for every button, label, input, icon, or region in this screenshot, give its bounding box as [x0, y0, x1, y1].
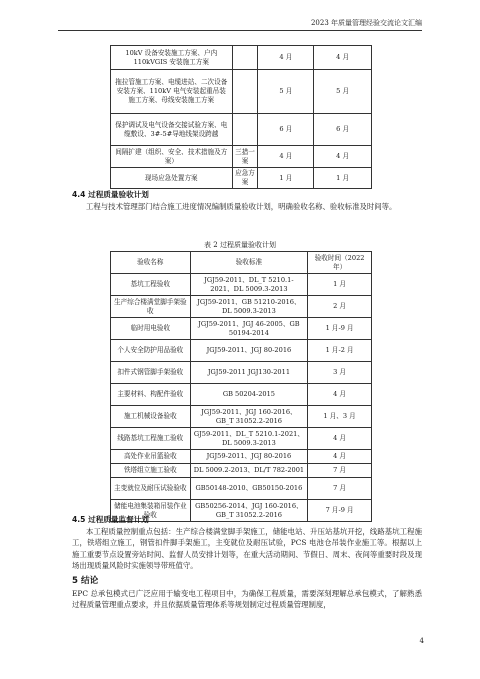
- acceptance-time-cell: 2 月: [308, 296, 372, 318]
- plan-month-cell: 5 月: [314, 70, 372, 114]
- table-row: [111, 340, 372, 362]
- section-5-body: EPC 总承包模式已广泛应用于输变电工程项目中，为确保工程质量，需要深刻理解总承包模式，了解熟悉过程质量管理重点要求，并且依据质量管理体系等规划制定过程质量管理制度，: [72, 589, 422, 610]
- plan-type-cell: 三措一案: [232, 146, 258, 168]
- acceptance-name-cell: 铁塔组立施工验收: [111, 464, 191, 478]
- acceptance-time-cell: 4 月: [308, 428, 372, 450]
- acceptance-name-cell: 临时用电验收: [111, 318, 191, 340]
- plan-type-cell: [232, 114, 258, 146]
- acceptance-standard-cell: GB50148-2010、GB50150-2016: [190, 478, 308, 500]
- table-header-row: [111, 252, 372, 274]
- section-4-5-body: 本工程质量控制重点包括：生产综合楼满堂脚手架施工，储能电站、升压站基坑开挖，线路基坑工程施工，铁塔组立施工，钢管扣件脚手架施工，主变就位及耐压试验，PCS 电池仓吊装作业施工等。根据以上施工重要节点设置旁站时间、监督人员安排计划等，在重大活动期间、节假日、周末、夜间等重要时段及现场出现质量风险时实施领导带班值守。: [72, 527, 422, 571]
- plan-task-cell: 间隔扩建（组织、安全、技术措施及方案）: [111, 146, 233, 168]
- table-row: [111, 296, 372, 318]
- table-row: [111, 168, 372, 188]
- table-2-caption: 表 2 过程质量验收计划: [204, 241, 276, 249]
- acceptance-name-cell: 主要材料、构配件验收: [111, 384, 191, 406]
- plan-task-cell: 保护调试及电气设备交接试验方案、电缆敷设、3#-5#导地线架设跨越: [111, 114, 233, 146]
- acceptance-standard-cell: GB 50204-2015: [190, 384, 308, 406]
- page-number: 4: [419, 637, 424, 645]
- acceptance-name-cell: 施工机械设备验收: [111, 406, 191, 428]
- acceptance-standard-cell: DL 5009.2-2013、DL/T 782-2001: [190, 464, 308, 478]
- acceptance-name-cell: 线路基坑工程施工验收: [111, 428, 191, 450]
- table-row: [111, 46, 372, 70]
- section-4-4-title: 4.4 过程质量验收计划: [72, 190, 149, 199]
- table-row: [111, 146, 372, 168]
- section-4-4-body: 工程与技术管理部门结合施工进度情况编制质量验收计划，明确验收名称、验收标准及时间等。: [86, 202, 397, 211]
- acceptance-standard-cell: JGJ59-2011、JGJ 80-2016: [190, 340, 308, 362]
- acceptance-name-cell: 基坑工程验收: [111, 274, 191, 296]
- plan-month-cell: 4 月: [314, 146, 372, 168]
- plan-task-cell: 拖拉管施工方案、电缆进站、二次设备安装方案、110kV 电气安装起重吊装施工方案、母线安装施工方案: [111, 70, 233, 114]
- table-row: [111, 464, 372, 478]
- plan-type-cell: [232, 46, 258, 70]
- acceptance-time-cell: 7 月-9 月: [308, 500, 372, 522]
- column-header: 验收时间（2022 年）: [308, 252, 372, 274]
- acceptance-time-cell: 1 月、3 月: [308, 406, 372, 428]
- plan-month-cell: 6 月: [258, 114, 314, 146]
- acceptance-name-cell: 储能电池集装箱吊装作业验收: [111, 500, 191, 522]
- plan-month-cell: 1 月: [314, 168, 372, 188]
- table-row: [111, 318, 372, 340]
- plan-month-cell: 4 月: [258, 46, 314, 70]
- acceptance-standard-cell: JGJ59-2011、DL_T 5210.1-2021、DL 5009.3-2013: [190, 274, 308, 296]
- acceptance-standard-cell: JGJ59-2011、JGJ 160-2016、GB_T 31052.2-2016: [190, 406, 308, 428]
- acceptance-name-cell: 高处作业吊篮验收: [111, 450, 191, 464]
- acceptance-plan-table: [110, 251, 372, 522]
- acceptance-time-cell: 1 月-9 月: [308, 318, 372, 340]
- table-row: [111, 384, 372, 406]
- acceptance-name-cell: 生产综合楼满堂脚手架验收: [111, 296, 191, 318]
- plan-type-cell: [232, 70, 258, 114]
- acceptance-name-cell: 主变就位及耐压试验验收: [111, 478, 191, 500]
- acceptance-time-cell: 7 月: [308, 464, 372, 478]
- table-row: [111, 500, 372, 522]
- table-row: [111, 406, 372, 428]
- plan-month-cell: 4 月: [258, 146, 314, 168]
- acceptance-name-cell: 扣件式钢管脚手架验收: [111, 362, 191, 384]
- plan-month-cell: 6 月: [314, 114, 372, 146]
- section-5-title: 5 结论: [72, 576, 99, 586]
- acceptance-time-cell: 4 月: [308, 384, 372, 406]
- table-row: [111, 70, 372, 114]
- running-header: 2023 年质量管理经验交流论文汇编: [310, 19, 422, 27]
- section-4-5-title: 4.5 过程质量监督计划: [72, 515, 149, 524]
- plan-task-cell: 10kV 设备安装施工方案、户内 110kVGIS 安装施工方案: [111, 46, 233, 70]
- acceptance-time-cell: 4 月: [308, 450, 372, 464]
- acceptance-name-cell: 个人安全防护用品验收: [111, 340, 191, 362]
- header-rule: [58, 30, 422, 31]
- acceptance-time-cell: 7 月: [308, 478, 372, 500]
- plan-month-cell: 4 月: [314, 46, 372, 70]
- acceptance-standard-cell: JGJ59-2011 JGJ130-2011: [190, 362, 308, 384]
- plan-task-cell: 现场应急处置方案: [111, 168, 233, 188]
- construction-plan-table: [110, 45, 372, 189]
- table-row: [111, 428, 372, 450]
- plan-month-cell: 1 月: [258, 168, 314, 188]
- table-row: [111, 114, 372, 146]
- acceptance-standard-cell: JGJ59-2011、GB 51210-2016、DL 5009.3-2013: [190, 296, 308, 318]
- acceptance-time-cell: 3 月: [308, 362, 372, 384]
- table-row: [111, 362, 372, 384]
- column-header: 验收标准: [190, 252, 308, 274]
- acceptance-time-cell: 1 月: [308, 274, 372, 296]
- acceptance-standard-cell: JGJ59-2011、JGJ 80-2016: [190, 450, 308, 464]
- table-row: [111, 450, 372, 464]
- plan-type-cell: 应急方案: [232, 168, 258, 188]
- table-row: [111, 274, 372, 296]
- acceptance-time-cell: 1 月-2 月: [308, 340, 372, 362]
- acceptance-standard-cell: GJ59-2011、DL_T 5210.1-2021、DL 5009.3-2013: [190, 428, 308, 450]
- column-header: 验收名称: [111, 252, 191, 274]
- acceptance-standard-cell: GB50256-2014、JGJ 160-2016、GB_T 31052.2-2016: [190, 500, 308, 522]
- plan-month-cell: 5 月: [258, 70, 314, 114]
- acceptance-standard-cell: JGJ59-2011、JGJ 46-2005、GB 50194-2014: [190, 318, 308, 340]
- table-row: [111, 478, 372, 500]
